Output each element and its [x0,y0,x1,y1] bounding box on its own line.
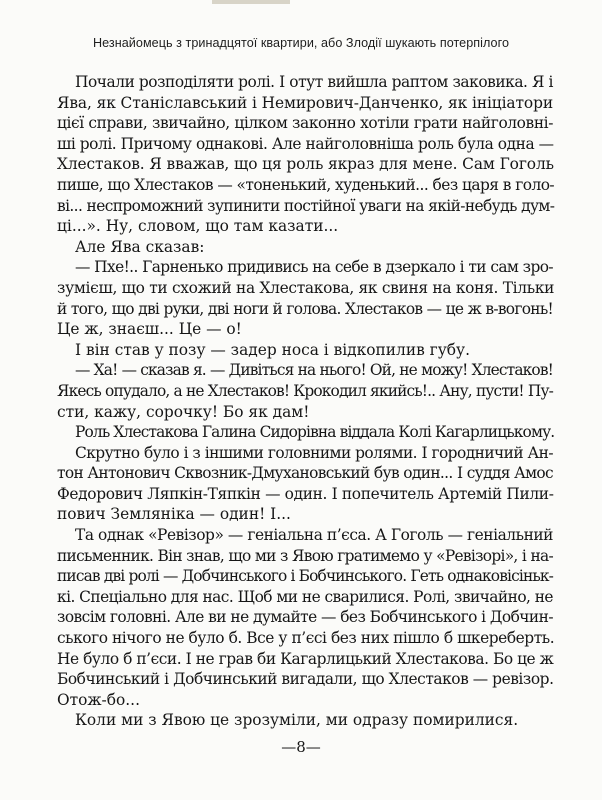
text-line: Якесь опудало, а не Хлестаков! Крокодил якийсь!.. Ану, пусти! Пу- [57,381,553,400]
text-line: пович Земляніка — один! І... [57,505,291,524]
text-line: І він став у позу — задер носа і відкопилив губу. [75,340,470,359]
text-line: ці...». Ну, словом, що там казати... [57,217,339,236]
text-line: зовсім головні. Але ви не думайте — без Бобчинського і Добчин- [57,608,553,627]
text-line: — Ха! — сказав я. — Дивіться на нього! Ой, не можу! Хлестаков! [75,361,553,380]
text-line: зумієш, що ти схожий на Хлестакова, як свиня на коня. Тільки [57,278,555,297]
text-line: Та однак «Ревізор» — геніальна п’єса. А Гоголь — геніальний [75,526,553,545]
top-edge-mark [212,0,290,4]
text-line: Хлестаков. Я вважав, що ця роль якраз для мене. Сам Гоголь [57,155,554,174]
text-line: й того, що дві руки, дві ноги й голова. Хлестаков — це ж в-вогонь! [57,299,553,318]
text-line: Не було б п’єси. І не грав би Кагарлицький Хлестакова. Бо це ж [57,649,554,668]
text-line: пише, що Хлестаков — «тоненький, худенький... без царя в голо- [57,175,555,194]
text-line: ві... неспроможний зупинити постійної уваги на якій-небудь дум- [57,196,555,215]
text-line: Коли ми з Явою це зрозуміли, ми одразу помирилися. [75,711,519,730]
text-line: Але Ява сказав: [75,237,205,256]
text-line: сти, кажу, сорочку! Бо як дам! [57,402,310,421]
page-number: —8— [281,738,321,756]
text-line: Скрутно було і з іншими головними ролями. І городничий Ан- [75,443,553,462]
text-line: Отож-бо... [57,690,140,709]
text-line: писав дві ролі — Добчинського і Бобчинського. Геть однаковісіньк- [57,567,553,586]
text-line: Бобчинський і Добчинський вигадали, що Хлестаков — ревізор. [57,670,554,689]
text-line: Ява, як Станіславський і Немирович-Данченко, як ініціатори [57,93,553,112]
text-line: Роль Хлестакова Галина Сидорівна віддала Колі Кагарлицькому. [75,423,555,442]
text-line: письменник. Він знав, що ми з Явою гратимемо у «Ревізорі», і на- [57,546,553,565]
text-line: — Пхе!.. Гарненько придивись на себе в дзеркало і ти сам зро- [75,258,553,277]
body-text [57,72,553,731]
text-line: ського нічого не було б. Все у п’єсі без них пішло б шкереберть. [57,629,555,648]
text-line: цієї справи, звичайно, цілком законно хотіли грати найголовні- [57,114,553,133]
text-line: ші ролі. Причому однакові. Але найголовніша роль була одна — [57,134,554,153]
text-line: тон Антонович Сквозник-Дмухановський був один... І суддя Амос [57,464,553,483]
text-line: кі. Спеціально для нас. Щоб ми не сварилися. Ролі, звичайно, не [57,587,553,606]
text-line: Почали розподіляти ролі. І отут вийшла раптом заковика. Я і [75,73,553,91]
running-head: Незнайомець з тринадцятої квартири, або Злодії шукають потерпілого [93,36,509,50]
text-line: Це ж, знаєш... Це — о! [57,320,242,339]
text-line: Федорович Ляпкін-Тяпкін — один. І попечитель Артемій Пили- [57,484,554,503]
